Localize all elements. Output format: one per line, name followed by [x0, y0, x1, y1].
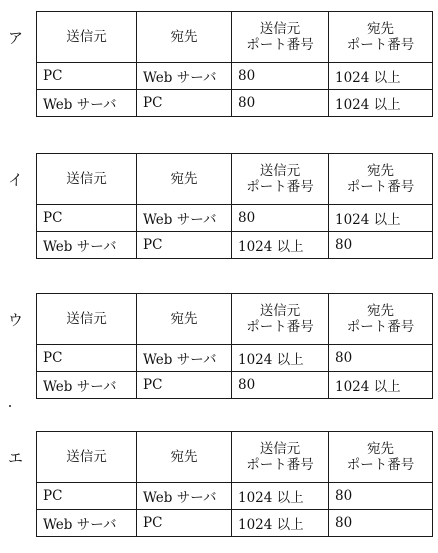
table-row — [37, 90, 433, 117]
header-line: 送信元 — [259, 162, 301, 179]
header-destination: 宛先 — [137, 154, 232, 205]
cell-source: PC — [37, 63, 137, 90]
header-source-port — [232, 154, 329, 205]
cell-destination: Web サーバ — [137, 205, 232, 232]
cell-destination-port: 80 — [329, 510, 433, 537]
header-destination-port — [329, 432, 433, 483]
header-destination-port — [329, 294, 433, 345]
cell-destination-port: 1024 以上 — [329, 63, 433, 90]
cell-destination: PC — [137, 232, 232, 259]
cell-source: PC — [37, 483, 137, 510]
cell-destination: Web サーバ — [137, 63, 232, 90]
table-header-row — [37, 12, 433, 63]
header-line: 送信元 — [259, 20, 301, 37]
header-line: ポート番号 — [246, 457, 314, 473]
cell-source: Web サーバ — [37, 232, 137, 259]
table-row — [37, 483, 433, 510]
table-row — [37, 63, 433, 90]
cell-destination-port: 1024 以上 — [329, 90, 433, 117]
cell-source-port: 80 — [232, 63, 329, 90]
table-header-row — [37, 432, 433, 483]
header-destination: 宛先 — [137, 294, 232, 345]
choice-label: イ — [8, 171, 24, 189]
cell-source-port: 1024 以上 — [232, 483, 329, 510]
cell-destination-port: 1024 以上 — [329, 372, 433, 399]
header-source-port — [232, 12, 329, 63]
header-line: ポート番号 — [346, 457, 415, 473]
header-line: 宛先 — [367, 162, 394, 179]
cell-source: Web サーバ — [37, 510, 137, 537]
header-line: ポート番号 — [346, 179, 415, 195]
header-line: ポート番号 — [346, 319, 415, 335]
cell-source: Web サーバ — [37, 90, 137, 117]
header-source: 送信元 — [37, 12, 137, 63]
header-destination-port — [329, 154, 433, 205]
table-header-row — [37, 294, 433, 345]
stray-mark — [9, 405, 11, 407]
cell-destination-port: 80 — [329, 483, 433, 510]
table-row — [37, 345, 433, 372]
choice-label: ウ — [8, 311, 24, 329]
table-row — [37, 510, 433, 537]
choice-label: エ — [8, 449, 24, 467]
header-source: 送信元 — [37, 294, 137, 345]
cell-destination-port: 1024 以上 — [329, 205, 433, 232]
cell-destination: PC — [137, 90, 232, 117]
header-line: ポート番号 — [346, 37, 415, 53]
header-source-port — [232, 432, 329, 483]
table-row — [37, 232, 433, 259]
header-line: ポート番号 — [246, 319, 314, 335]
cell-source-port: 1024 以上 — [232, 345, 329, 372]
cell-source: PC — [37, 205, 137, 232]
cell-source-port: 1024 以上 — [232, 510, 329, 537]
cell-source-port: 80 — [232, 372, 329, 399]
answer-table — [36, 11, 433, 117]
answer-table — [36, 431, 433, 537]
table-row — [37, 205, 433, 232]
header-destination-port — [329, 12, 433, 63]
header-source: 送信元 — [37, 154, 137, 205]
cell-destination-port: 80 — [329, 345, 433, 372]
header-destination: 宛先 — [137, 432, 232, 483]
cell-destination: PC — [137, 510, 232, 537]
cell-destination: Web サーバ — [137, 345, 232, 372]
cell-source: Web サーバ — [37, 372, 137, 399]
header-line: 宛先 — [367, 440, 394, 457]
header-line: ポート番号 — [246, 37, 314, 53]
cell-destination: PC — [137, 372, 232, 399]
table-header-row — [37, 154, 433, 205]
cell-source-port: 80 — [232, 205, 329, 232]
cell-destination-port: 80 — [329, 232, 433, 259]
header-source: 送信元 — [37, 432, 137, 483]
header-line: 宛先 — [367, 302, 394, 319]
header-line: 送信元 — [259, 302, 301, 319]
answer-table — [36, 153, 433, 259]
cell-source-port: 80 — [232, 90, 329, 117]
header-line: 送信元 — [259, 440, 301, 457]
header-destination: 宛先 — [137, 12, 232, 63]
choice-label: ア — [8, 29, 24, 47]
cell-source-port: 1024 以上 — [232, 232, 329, 259]
answer-table — [36, 293, 433, 399]
header-source-port — [232, 294, 329, 345]
table-row — [37, 372, 433, 399]
cell-source: PC — [37, 345, 137, 372]
cell-destination: Web サーバ — [137, 483, 232, 510]
header-line: 宛先 — [367, 20, 394, 37]
header-line: ポート番号 — [246, 179, 314, 195]
